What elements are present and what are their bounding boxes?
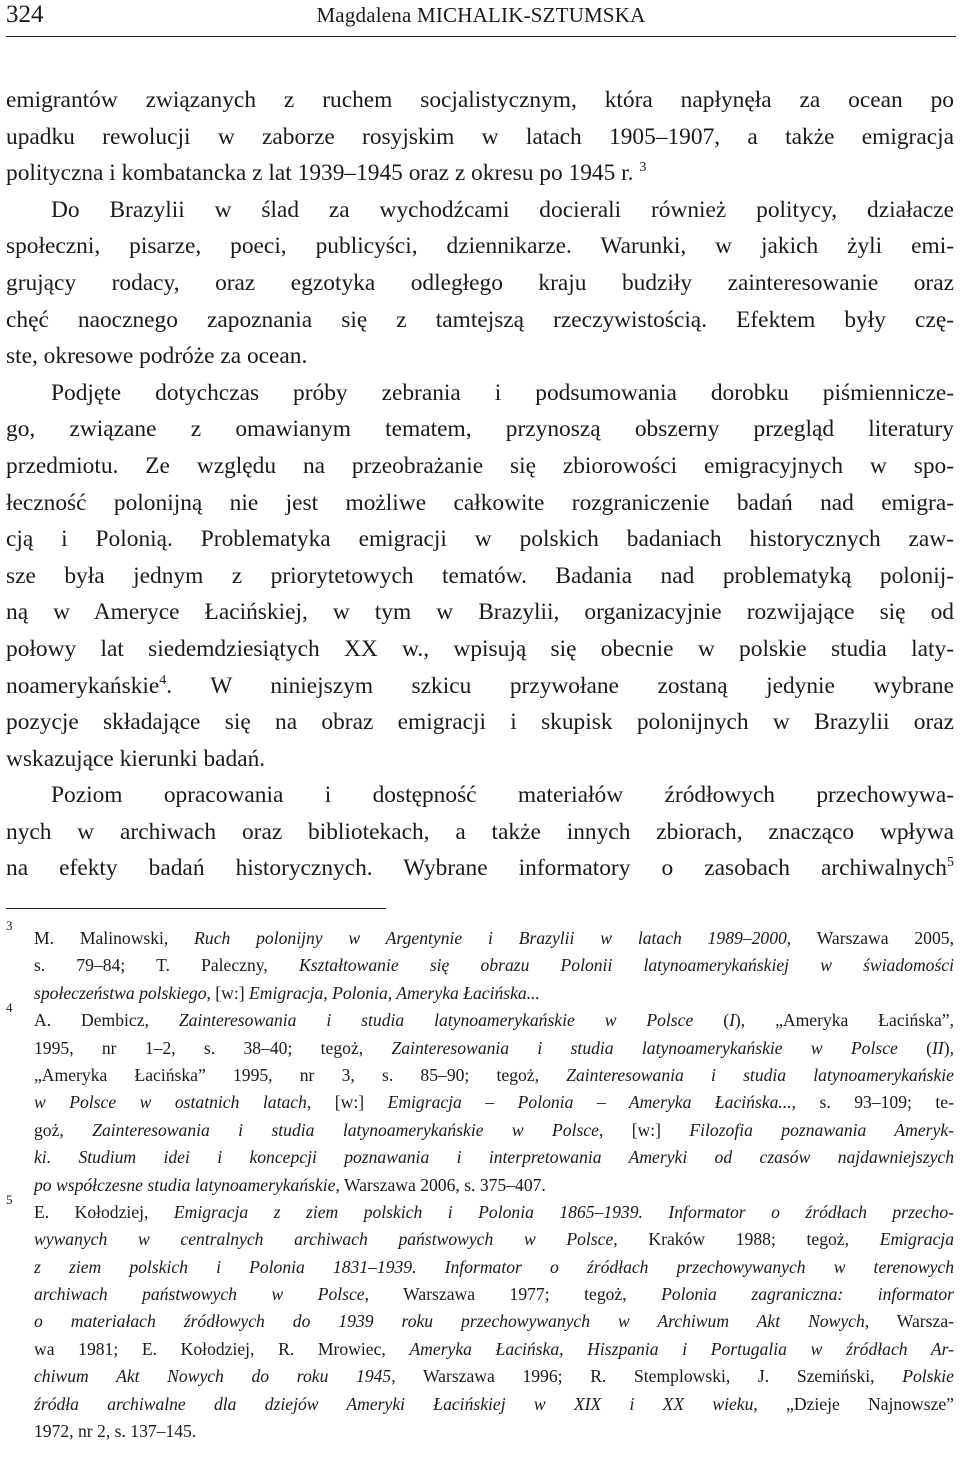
italic-text: o materiałach źródłowych do 1939 roku przechowywanych w Archiwum Akt Nowych	[34, 1311, 865, 1332]
footnote-text: ), „Ameryka Łacińska”,	[734, 1010, 954, 1031]
footnote-text: , [w:]	[306, 1092, 388, 1113]
italic-text: Zainteresowania i studia latynoamerykańskie w Polsce	[92, 1119, 599, 1140]
body-line-text: . W niniejszym szkicu przywołane zostaną jedynie wybrane	[166, 672, 954, 699]
footnote-line	[34, 1035, 954, 1062]
body-line: wskazujące kierunki badań.	[6, 745, 266, 772]
footnote-line	[34, 952, 954, 979]
footnote-line	[34, 1363, 954, 1390]
footnote-text: , „Dzieje Najnowsze”	[753, 1393, 954, 1414]
footnote-text: wa 1981; E. Kołodziej, R. Mrowiec,	[34, 1338, 410, 1359]
footnote-number: 5	[6, 1191, 13, 1207]
body-line: grujący rodacy, oraz egzotyka odległego kraju budziły zainteresowanie oraz	[6, 269, 954, 296]
italic-text: Emigracja z ziem polskich i Polonia 1865–1939. Informator o źródłach przecho-	[173, 1201, 954, 1222]
footnote-number: 4	[6, 1000, 13, 1016]
body-line: przedmiotu. Ze względu na przeobrażanie się zbiorowości emigracyjnych w spo-	[6, 452, 954, 479]
footnote-text: „Ameryka Łacińska” 1995, nr 3, s. 85–90; tegoż,	[34, 1064, 567, 1085]
footnote-text: , Kraków 1988; tegoż,	[613, 1229, 880, 1250]
footnote-line	[34, 1062, 954, 1089]
body-line: chęć naocznego zapoznania się z tamtejszą rzeczywistością. Efektem były czę-	[6, 306, 954, 333]
footnote-line	[34, 1172, 954, 1199]
footnote-line	[34, 1007, 954, 1034]
body-line: go, związane z omawianym tematem, przynoszą obszerny przegląd literatury	[6, 416, 954, 443]
body-line: Poziom opracowania i dostępność materiałów źródłowych przechowywa-	[51, 782, 954, 809]
body-line: nych w archiwach oraz bibliotekach, a także innych zbiorach, znacząco wpływa	[6, 818, 954, 845]
footnote-line	[34, 1199, 954, 1226]
footnote-line	[34, 1226, 954, 1253]
body-line: Do Brazylii w ślad za wychodźcami docierali również politycy, działacze	[51, 196, 954, 223]
italic-text: po współczesne studia latynoamerykańskie	[34, 1174, 336, 1195]
italic-text: ki. Studium idei i koncepcji poznawania i interpretowania Ameryki od czasów najdawniejszych	[34, 1147, 954, 1168]
footnote-3	[6, 918, 954, 1007]
italic-text: Ameryka Łacińska, Hiszpania i Portugalia w źródłach Ar-	[409, 1338, 954, 1359]
footnote-line	[34, 1391, 954, 1418]
italic-text: Emigracja	[879, 1229, 954, 1250]
body-line-text: polityczna i kombatancka z lat 1939–1945 oraz z okresu po 1945 r.	[6, 160, 634, 187]
page-number: 324	[6, 1, 44, 28]
body-line: łeczność polonijną nie jest możliwe całkowite rozgraniczenie badań nad emigra-	[6, 489, 954, 516]
body-line: upadku rewolucji w zaborze rosyjskim w latach 1905–1907, a także emigracja	[6, 123, 954, 150]
italic-text: Zainteresowania i studia latynoamerykańskie	[566, 1064, 954, 1085]
body-line: ste, okresowe podróże za ocean.	[6, 343, 308, 370]
footnote-ref-3: 3	[639, 160, 647, 176]
footnote-text: s. 79–84; T. Paleczny,	[34, 955, 299, 976]
italic-text: archiwach państwowych w Polsce	[34, 1284, 365, 1305]
italic-text: Emigracja – Polonia – Ameryka Łacińska...	[387, 1092, 792, 1113]
footnote-text: E. Kołodziej,	[34, 1201, 174, 1222]
footnote-number: 3	[6, 918, 13, 933]
footnote-text: , [w:]	[206, 982, 250, 1003]
footnote-text: (	[897, 1037, 933, 1058]
footnote-4	[6, 1000, 954, 1199]
italic-text: z ziem polskich i Polonia 1831–1939. Informator o źródłach przechowywanych w terenowych	[34, 1256, 954, 1277]
footnote-text: , s. 93–109; te-	[791, 1092, 954, 1113]
footnote-line	[34, 1336, 954, 1363]
footnote-line	[34, 1089, 954, 1116]
italic-text: wywanych w centralnych archiwach państwowych w Polsce	[34, 1229, 614, 1250]
footnote-text: , Warszawa 1977; tegoż,	[364, 1284, 662, 1305]
footnote-line	[34, 1281, 954, 1308]
footnote-ref-5: 5	[947, 855, 954, 871]
italic-text: Polonia zagraniczna: informator	[661, 1284, 954, 1305]
footnote-text: , Warsza-	[864, 1311, 954, 1332]
body-line: pozycje składające się na obraz emigracji i skupisk polonijnych w Brazylii oraz	[6, 709, 954, 736]
italic-text: chiwum Akt Nowych do roku 1945	[34, 1366, 392, 1387]
body-line: cją i Polonią. Problematyka emigracji w polskich badaniach historycznych zaw-	[6, 526, 954, 553]
italic-text: Ruch polonijny w Argentynie i Brazylii w latach 1989–2000,	[194, 928, 792, 948]
body-line: połowy lat siedemdziesiątych XX w., wpisują się obecnie w polskie studia laty-	[6, 635, 954, 662]
footnote-line	[34, 980, 954, 1007]
footnote-text: , [w:]	[598, 1119, 690, 1140]
page-header	[6, 0, 956, 38]
italic-text: Zainteresowania i studia latynoamerykańskie w Polsce	[391, 1037, 898, 1058]
footnotes	[6, 918, 954, 1445]
footnote-text: , Warszawa 1996; R. Stemplowski, J. Szemiński,	[391, 1366, 903, 1387]
italic-text: I	[729, 1010, 735, 1031]
footnote-text: M. Malinowski,	[34, 928, 195, 948]
footnote-line	[34, 1117, 954, 1144]
footnote-text: (	[693, 1010, 730, 1031]
body-line-text: na efekty badań historycznych. Wybrane informatory o zasobach archiwalnych	[6, 855, 947, 882]
footnote-line	[34, 925, 954, 952]
italic-text: w Polsce w ostatnich latach	[34, 1092, 307, 1113]
footnote-line	[34, 1254, 954, 1281]
footnote-line	[34, 1144, 954, 1171]
footnote-line	[34, 1308, 954, 1335]
footnote-text: A. Dembicz,	[34, 1010, 179, 1031]
body-line: emigrantów związanych z ruchem socjalistycznym, która napłynęła za ocean po	[6, 87, 954, 113]
body-line: ną w Ameryce Łacińskiej, w tym w Brazylii, organizacyjnie rozwijające się od	[6, 599, 954, 626]
body-line-text: noamerykańskie	[6, 672, 160, 699]
body-text	[6, 82, 954, 887]
header-rule	[6, 36, 956, 37]
italic-text: Filozofia poznawania Ameryk-	[689, 1119, 954, 1140]
italic-text: Polskie	[902, 1366, 954, 1387]
footnote-separator	[6, 908, 386, 909]
italic-text: Zainteresowania i studia latynoamerykańskie w Polsce	[178, 1010, 694, 1031]
italic-text: Emigracja, Polonia, Ameryka Łacińska...	[249, 982, 540, 1003]
running-head: Magdalena MICHALIK-SZTUMSKA	[316, 3, 646, 27]
footnote-text: 1972, nr 2, s. 137–145.	[34, 1421, 197, 1442]
footnote-text: Warszawa 2005,	[791, 928, 954, 948]
italic-text: społeczeństwa polskiego	[34, 982, 207, 1003]
body-line: sze była jednym z priorytetowych tematów. Badania nad problematyką polonij-	[6, 562, 954, 589]
body-line	[6, 668, 954, 705]
footnote-5	[6, 1191, 954, 1446]
italic-text: II	[932, 1037, 944, 1058]
body-line: Podjęte dotychczas próby zebrania i podsumowania dorobku piśmienniczе-	[51, 379, 954, 406]
body-line	[6, 850, 954, 887]
footnote-text: 1995, nr 1–2, s. 38–40; tegoż,	[34, 1037, 392, 1058]
footnote-ref-4: 4	[159, 672, 167, 688]
footnote-text: ),	[943, 1037, 954, 1058]
italic-text: źródła archiwalne dla dziejów Ameryki Łacińskiej w XIX i XX wieku	[34, 1393, 754, 1414]
italic-text: Kształtowanie się obrazu Polonii latynoamerykańskiej w świadomości	[298, 955, 954, 976]
footnote-line	[34, 1418, 954, 1445]
footnote-text: , Warszawa 2006, s. 375–407.	[335, 1174, 546, 1195]
footnote-text: goż,	[34, 1119, 93, 1140]
body-line	[6, 155, 954, 192]
body-line: społeczni, pisarze, poeci, publicyści, dziennikarze. Warunki, w jakich żyli emi-	[6, 233, 954, 260]
